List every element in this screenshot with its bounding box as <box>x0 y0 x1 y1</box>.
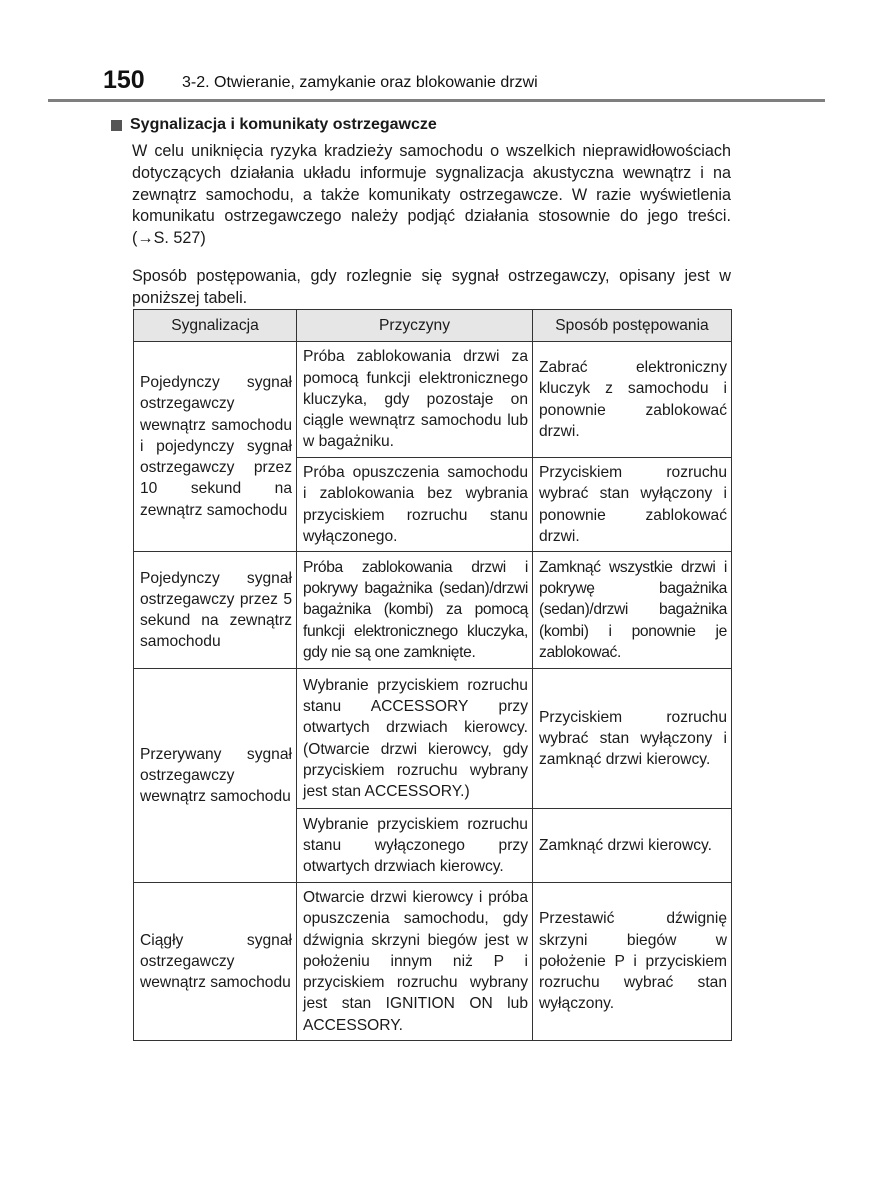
action-cell: Przyciskiem rozruchu wybrać stan wyłączony i ponownie zablokować drzwi. <box>533 458 732 552</box>
intro-paragraph-2: Sposób postępowania, gdy rozlegnie się sygnał ostrzegawczy, opisany jest w poniższej tabeli. <box>132 267 731 307</box>
column-header-action: Sposób postępowania <box>533 310 732 342</box>
header-divider <box>48 99 825 102</box>
column-header-signal: Sygnalizacja <box>134 310 297 342</box>
cause-cell: Otwarcie drzwi kierowcy i próba opuszczenia samochodu, gdy dźwignia skrzyni biegów jest w położeniu innym niż P i przyciskiem rozruchu wybrany jest stan IGNITION ON lub ACCESSORY. <box>297 883 533 1041</box>
page-number: 150 <box>103 66 145 94</box>
signal-cell: Pojedynczy sygnał ostrzegawczy przez 5 sekund na zewnątrz samochodu <box>134 552 297 669</box>
action-cell: Przestawić dźwignię skrzyni biegów w położenie P i przyciskiem rozruchu wybrać stan wyłączony. <box>533 883 732 1041</box>
cause-cell: Wybranie przyciskiem rozruchu stanu ACCESSORY przy otwartych drzwiach kierowcy. (Otwarcie drzwi kierowcy, gdy przyciskiem rozruchu wybrany jest stan ACCESSORY.) <box>297 669 533 809</box>
table-header-row <box>134 310 732 342</box>
section-heading-text: Sygnalizacja i komunikaty ostrzegawcze <box>130 116 437 133</box>
signal-cell: Pojedynczy sygnał ostrzegawczy wewnątrz samochodu i pojedynczy sygnał ostrzegawczy przez 10 sekund na zewnątrz samochodu <box>134 342 297 552</box>
table-row <box>134 552 732 669</box>
cause-cell: Próba opuszczenia samochodu i zablokowania bez wybrania przyciskiem rozruchu stanu wyłączonego. <box>297 458 533 552</box>
cause-cell: Próba zablokowania drzwi za pomocą funkcji elektronicznego kluczyka, gdy pozostaje on ciągle wewnątrz samochodu lub w bagażniku. <box>297 342 533 458</box>
cause-cell: Próba zablokowania drzwi i pokrywy bagażnika (sedan)/drzwi bagażnika (kombi) za pomocą funkcji elektronicznego kluczyka, gdy nie są one zamknięte. <box>297 552 533 669</box>
cause-cell: Wybranie przyciskiem rozruchu stanu wyłączonego przy otwartych drzwiach kierowcy. <box>297 809 533 883</box>
action-cell: Przyciskiem rozruchu wybrać stan wyłączony i zamknąć drzwi kierowcy. <box>533 669 732 809</box>
intro-paragraph: W celu uniknięcia ryzyka kradzieży samochodu o wszelkich nieprawidłowościach dotyczących działania układu informuje sygnalizacja akustyczna wewnątrz i na zewnątrz samochodu, a także komunikaty ostrzegawcze. W razie wyświetlenia komunikatu ostrzegawczego należy podjąć działania stosownie do jego treści. (→S. 527) <box>132 142 731 248</box>
section-heading <box>111 112 733 138</box>
table-row <box>134 669 732 809</box>
table-row <box>134 342 732 458</box>
signal-cell: Przerywany sygnał ostrzegawczy wewnątrz samochodu <box>134 669 297 883</box>
section-title: 3-2. Otwieranie, zamykanie oraz blokowanie drzwi <box>182 74 538 91</box>
page-header <box>0 0 880 104</box>
square-bullet-icon <box>111 120 122 131</box>
main-content <box>111 112 733 326</box>
table-row <box>134 883 732 1041</box>
warning-signals-table <box>133 309 732 1041</box>
signal-cell: Ciągły sygnał ostrzegawczy wewnątrz samochodu <box>134 883 297 1041</box>
column-header-cause: Przyczyny <box>297 310 533 342</box>
action-cell: Zamknąć wszystkie drzwi i pokrywę bagażnika (sedan)/drzwi bagażnika (kombi) i ponownie je zablokować. <box>533 552 732 669</box>
action-cell: Zamknąć drzwi kierowcy. <box>533 809 732 883</box>
action-cell: Zabrać elektroniczny kluczyk z samochodu i ponownie zablokować drzwi. <box>533 342 732 458</box>
